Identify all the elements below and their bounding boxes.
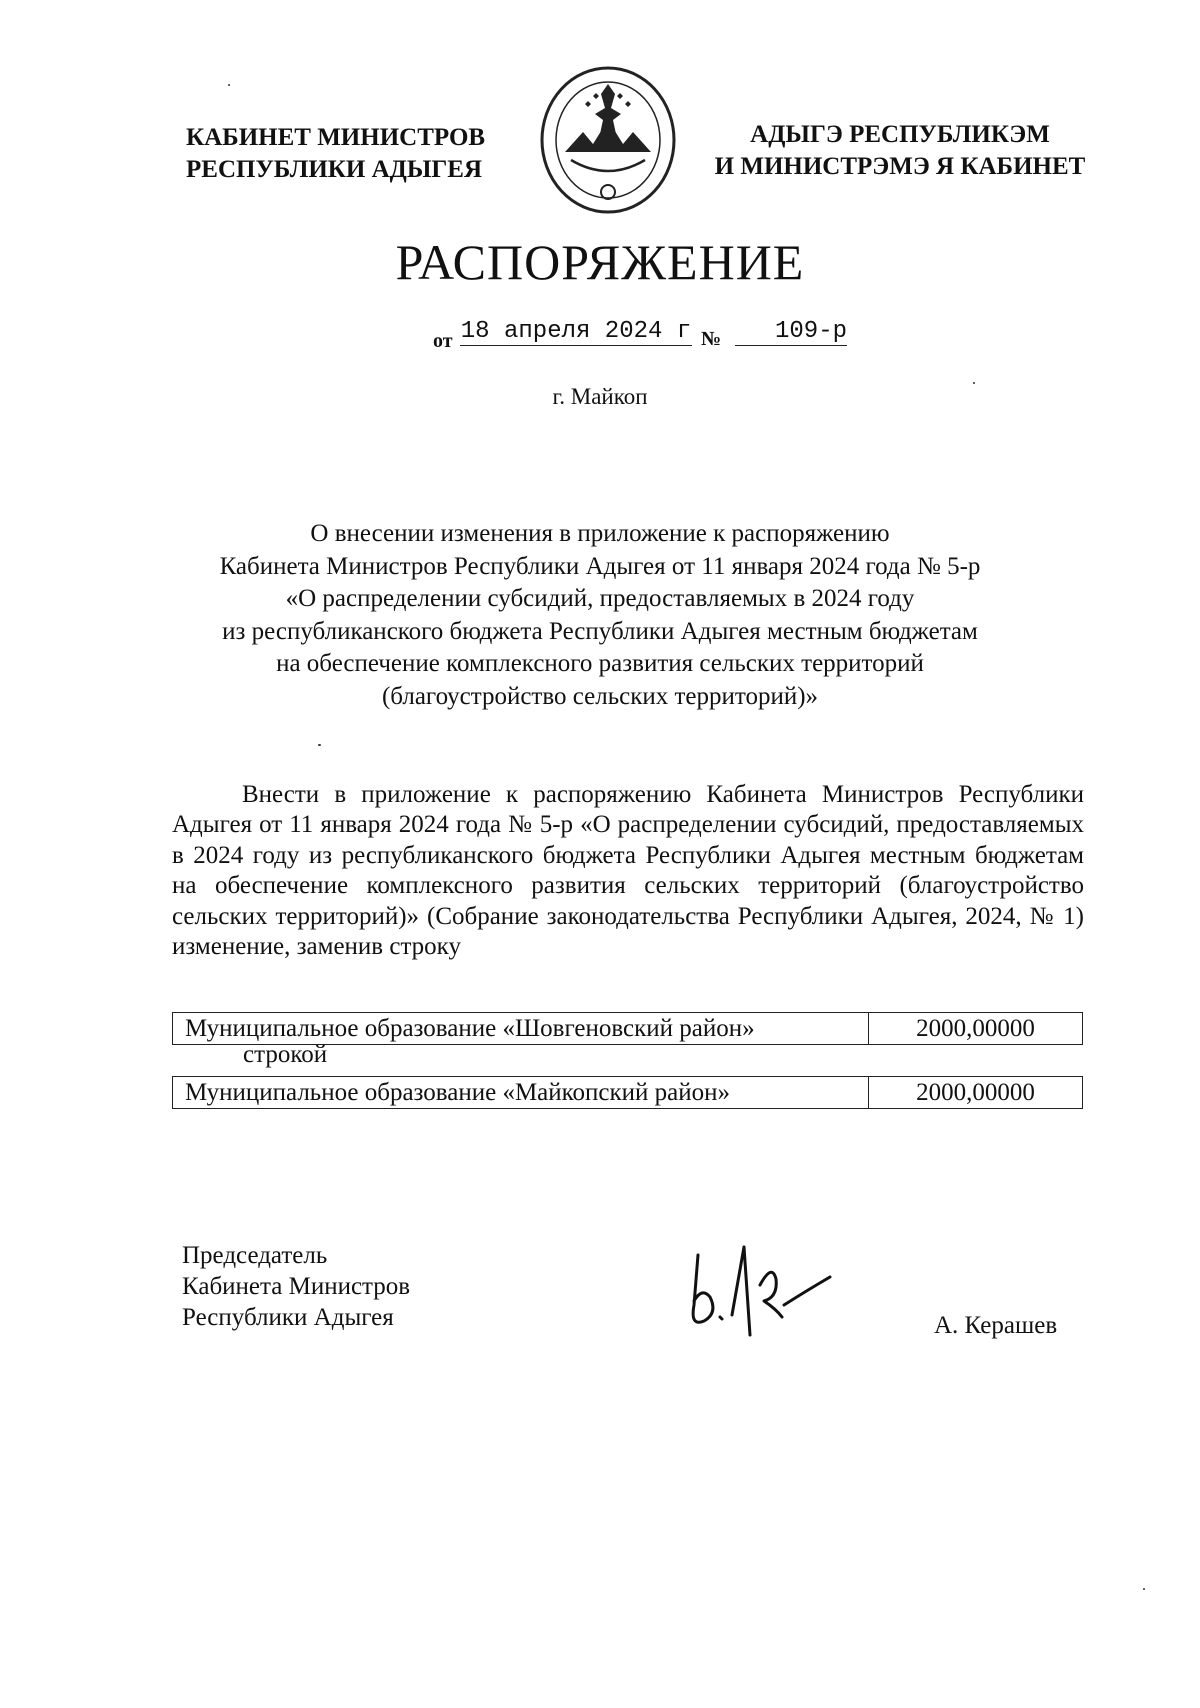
new-row-name: Муниципальное образование «Майкопский район» xyxy=(173,1077,869,1108)
body-paragraph: Внести в приложение к распоряжению Кабинета Министров Республики Адыгея от 11 января 2024 года № 5-р «О распределении субсидий, предоставляемых в 2024 году из республиканского бюджета Республики Адыгея местным бюджетам на обеспечение комплексного развития сельских территорий (благоустройство сельских территорий)» (Собрание законодательства Республики Адыгея, 2024, № 1) изменение, заменив строку xyxy=(172,781,1084,961)
date-number-line xyxy=(0,318,1200,358)
document-title: РАСПОРЯЖЕНИЕ xyxy=(395,234,805,290)
old-row-name: Муниципальное образование «Шовгеновский район» xyxy=(173,1013,869,1044)
position-line-1: Председатель xyxy=(182,1242,328,1269)
subject-line: (благоустройство сельских территорий)» xyxy=(381,682,819,710)
subject-line: О внесении изменения в приложение к распоряжению xyxy=(310,520,890,547)
issuer-name-russian xyxy=(186,122,506,186)
replace-word: строкой xyxy=(243,1041,328,1068)
document-city: г. Майкоп xyxy=(552,384,648,409)
issuer-name-adyghe xyxy=(700,119,1100,183)
issuer-line-1: КАБИНЕТ МИНИСТРОВ xyxy=(186,124,486,151)
republic-emblem-icon xyxy=(535,60,681,218)
subject-line: Кабинета Министров Республики Адыгея от 11 января 2024 года № 5-р xyxy=(219,552,981,580)
scan-speck xyxy=(318,744,321,746)
document-date: 18 апреля 2024 г xyxy=(460,318,692,345)
new-row-table xyxy=(172,1076,1083,1109)
issuer-adyghe-line-2: И МИНИСТРЭМЭ Я КАБИНЕТ xyxy=(714,153,1086,180)
number-prefix: № xyxy=(701,328,722,350)
document-subject xyxy=(170,518,1030,714)
scan-speck xyxy=(228,84,230,86)
old-row-value: 2000,00000 xyxy=(916,1015,1035,1042)
subject-line: «О распределении субсидий, предоставляемых в 2024 году xyxy=(285,585,915,613)
document-body xyxy=(172,780,1084,962)
subject-line: на обеспечение комплексного развития сельских территорий xyxy=(276,650,924,678)
position-line-2: Кабинета Министров xyxy=(182,1273,411,1300)
issuer-line-2: РЕСПУБЛИКИ АДЫГЕЯ xyxy=(186,156,483,183)
signer-position xyxy=(182,1240,410,1333)
subject-line: из республиканского бюджета Республики Адыгея местным бюджетам xyxy=(222,617,978,645)
date-prefix: от xyxy=(433,330,453,352)
scan-speck xyxy=(1143,1588,1145,1590)
document-number: 109-р xyxy=(735,318,847,346)
handwritten-signature-icon xyxy=(680,1235,850,1350)
new-row-value: 2000,00000 xyxy=(916,1079,1035,1106)
signer-name: А. Керашев xyxy=(934,1312,1058,1339)
issuer-adyghe-line-1: АДЫГЭ РЕСПУБЛИКЭМ xyxy=(750,121,1050,148)
position-line-3: Республики Адыгея xyxy=(182,1304,394,1331)
scan-speck xyxy=(973,382,975,384)
